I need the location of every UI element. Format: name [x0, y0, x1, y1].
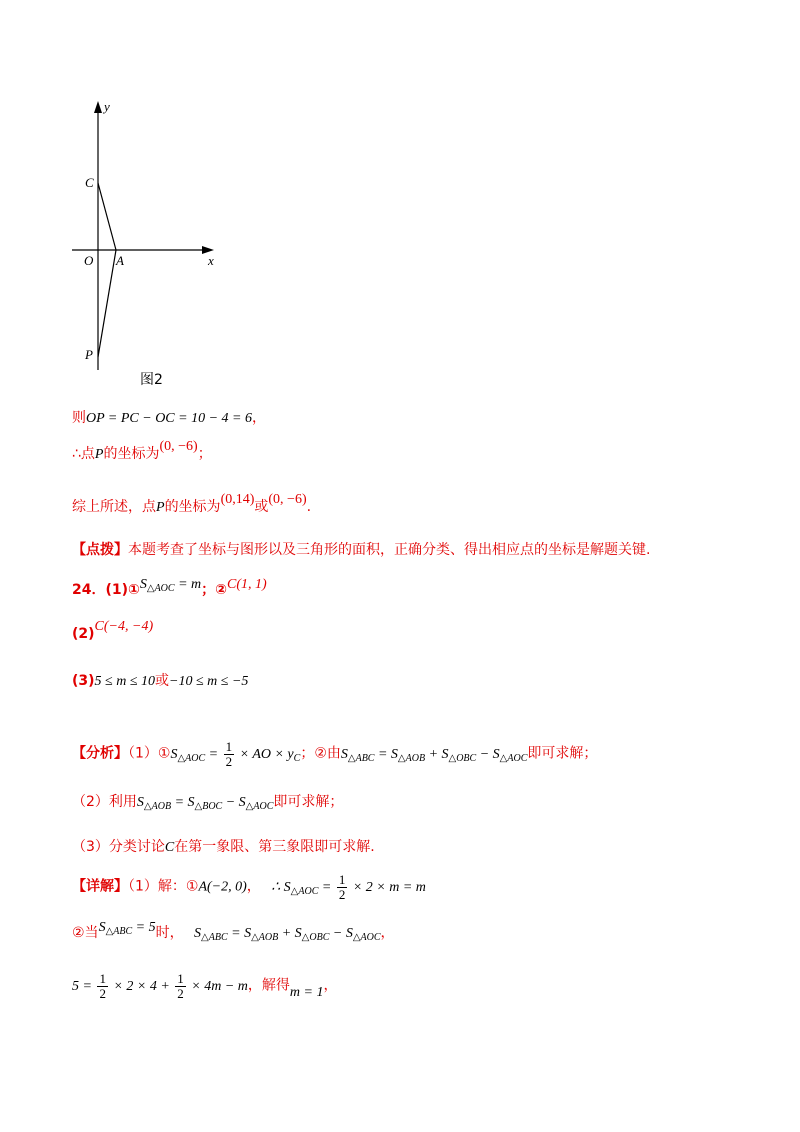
- line-12: ②当$S_{\triangle ABC} = 5$时， $S_{\triangle ABC} = S_{\triangle AOB} + S_{\triangle OBC} - S_{\triangle AOC}$，: [72, 920, 395, 943]
- coordinate-figure: [60, 95, 230, 395]
- label-c: C: [85, 175, 94, 190]
- label-x: x: [208, 253, 214, 268]
- label-y: y: [104, 99, 110, 114]
- figure-caption: 图2: [140, 372, 163, 388]
- y-axis-arrow: [94, 101, 102, 113]
- segment-ap: [98, 250, 116, 357]
- line-5-answer-1: 24．$(1)①S_{\triangle AOC} = m$；②C(1, 1): [72, 577, 267, 598]
- line-6-answer-2: (2)C(−4, −4): [72, 619, 154, 642]
- line-4-remark: 【点拨】本题考查了坐标与图形以及三角形的面积，正确分类、得出相应点的坐标是解题关键.: [72, 542, 651, 558]
- line-1: 则OP = PC − OC = 10 − 4 = 6，: [72, 410, 266, 426]
- line-2: ∴点P的坐标为(0, −6)；: [72, 439, 212, 462]
- segment-ca: [98, 183, 116, 250]
- label-o: O: [84, 253, 94, 268]
- line-8-analysis: 【分析】$(1)①S_{\triangle AOC}$ = $\frac{1}{2}$ × AO × $y_C$；②由$S_{\triangle ABC} = S_{\triangle AOB} + S_{\triangle OBC} - S_{\triangle AOC}$即可求解；: [72, 739, 598, 769]
- line-3: 综上所述，点P的坐标为(0,14)或(0, −6).: [72, 492, 312, 515]
- label-a: A: [116, 253, 124, 268]
- line-13: 5 = $\frac{1}{2}$ × 2 × 4 + $\frac{1}{2}$ × 4m − m，解得m = 1，: [72, 971, 338, 1001]
- line-10: （3）分类讨论C在第一象限、第三象限即可求解.: [72, 839, 375, 855]
- line-9: （2）利用$S_{\triangle AOB} = S_{\triangle BOC} - S_{\triangle AOC}$即可求解；: [72, 794, 344, 812]
- line-7-answer-3: (3)5 ≤ m ≤ 10或−10 ≤ m ≤ −5: [72, 673, 249, 689]
- label-p: P: [85, 347, 93, 362]
- line-11-detail: 【详解】（1）解：①A(−2, 0)， ∴ $S_{\triangle AOC}$ = $\frac{1}{2}$ × 2 × m = m: [72, 872, 426, 902]
